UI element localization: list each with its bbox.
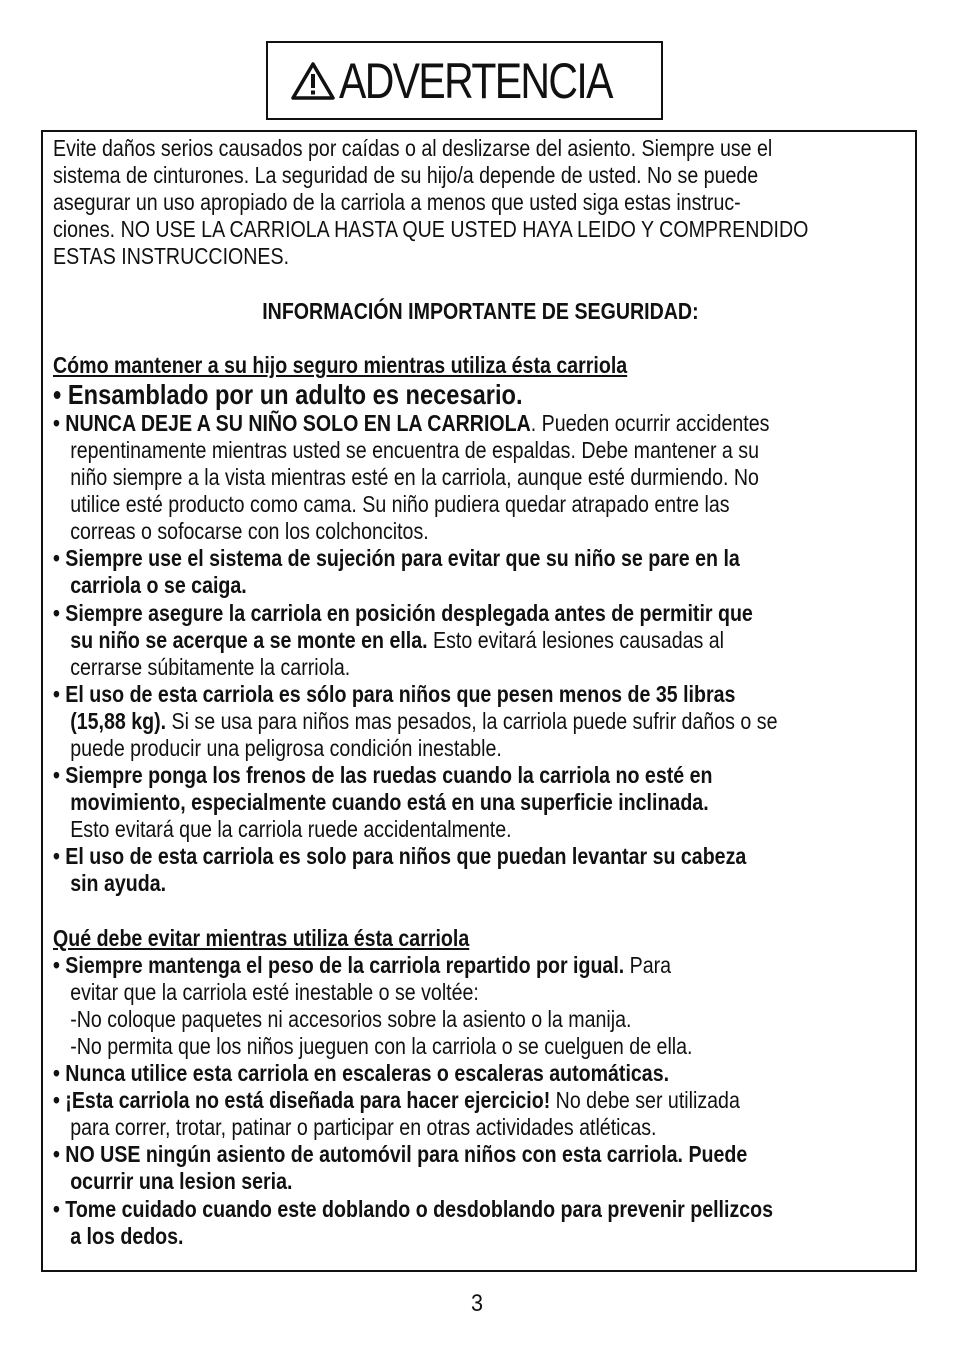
list-item-cont: niño siempre a la vista mientras esté en la carriola, aunque esté durmiendo. No xyxy=(70,464,759,491)
list-item-cont: cerrarse súbitamente la carriola. xyxy=(70,653,351,680)
list-item-cont: (15,88 kg). Si se usa para niños mas pesados, la carriola puede sufrir daños o se xyxy=(70,707,778,734)
list-item: • ¡Esta carriola no está diseñada para hacer ejercicio! No debe ser utilizada xyxy=(53,1087,740,1114)
list-item-cont: -No permita que los niños jueguen con la carriola o se cuelguen de ella. xyxy=(70,1033,693,1059)
list-item-cont: evitar que la carriola esté inestable o se voltée: xyxy=(70,978,479,1005)
list-item: • Tome cuidado cuando este doblando o desdoblando para prevenir pellizcos xyxy=(53,1195,774,1222)
list-item-cont: ocurrir una lesion seria. xyxy=(70,1168,293,1195)
list-item-cont: puede producir una peligrosa condición inestable. xyxy=(70,734,502,761)
assembly-notice: • Ensamblado por un adulto es necesario. xyxy=(53,378,523,410)
list-item: • NO USE ningún asiento de automóvil para niños con esta carriola. Puede xyxy=(53,1141,748,1168)
list-item-cont: correas o sofocarse con los colchoncitos. xyxy=(70,518,429,545)
list-item-cont: sin ayuda. xyxy=(70,870,167,897)
list-item: • El uso de esta carriola es sólo para niños que pesen menos de 35 libras xyxy=(53,680,736,707)
section2-heading: Qué debe evitar mientras utiliza ésta carriola xyxy=(53,924,470,951)
intro-line: ESTAS INSTRUCCIONES. xyxy=(53,243,290,270)
list-item-cont: repentinamente mientras usted se encuentra de espaldas. Debe mantener a su xyxy=(70,436,759,463)
list-item-cont: movimiento, especialmente cuando está en una superficie inclinada. xyxy=(70,789,709,816)
text-column xyxy=(53,135,908,1250)
warning-title: ADVERTENCIA xyxy=(338,52,612,109)
warning-content-box xyxy=(41,130,917,1272)
list-item: • Siempre ponga los frenos de las ruedas cuando la carriola no esté en xyxy=(53,762,713,789)
intro-line: asegurar un uso apropiado de la carriola a menos que usted siga estas instruc- xyxy=(53,189,741,216)
warning-triangle-icon xyxy=(291,61,335,101)
intro-line: Evite daños serios causados por caídas o al deslizarse del asiento. Siempre use el xyxy=(53,135,773,161)
safety-heading: INFORMACIÓN IMPORTANTE DE SEGURIDAD: xyxy=(262,297,699,324)
list-item: • NUNCA DEJE A SU NIÑO SOLO EN LA CARRIOLA. Pueden ocurrir accidentes xyxy=(53,409,770,436)
list-item: • Siempre use el sistema de sujeción para evitar que su niño se pare en la xyxy=(53,545,740,572)
list-item: • Siempre mantenga el peso de la carriola repartido por igual. Para xyxy=(53,951,672,978)
list-item-cont: utilice esté producto como cama. Su niño pudiera quedar atrapado entre las xyxy=(70,491,730,518)
content xyxy=(53,135,908,1250)
list-item-cont: a los dedos. xyxy=(70,1222,184,1249)
list-item: • Nunca utilice esta carriola en escaleras o escaleras automáticas. xyxy=(53,1060,670,1087)
list-item: • El uso de esta carriola es solo para niños que puedan levantar su cabeza xyxy=(53,843,747,870)
intro-line: ciones. NO USE LA CARRIOLA HASTA QUE USTED HAYA LEIDO Y COMPRENDIDO xyxy=(53,216,809,243)
list-item: • Siempre asegure la carriola en posición desplegada antes de permitir que xyxy=(53,599,753,626)
list-item-cont: su niño se acerque a se monte en ella. Esto evitará lesiones causadas al xyxy=(70,626,725,653)
page-number: 3 xyxy=(470,1290,484,1317)
list-item-cont: -No coloque paquetes ni accesorios sobre la asiento o la manija. xyxy=(70,1005,632,1032)
section1-heading: Cómo mantener a su hijo seguro mientras utiliza ésta carriola xyxy=(53,351,628,378)
list-item-cont: Esto evitará que la carriola ruede accidentalmente. xyxy=(70,816,512,843)
warning-header xyxy=(266,41,663,120)
intro-line: sistema de cinturones. La seguridad de su hijo/a depende de usted. No se puede xyxy=(53,162,759,189)
list-item-cont: carriola o se caiga. xyxy=(70,572,247,599)
list-item-cont: para correr, trotar, patinar o participar en otras actividades atléticas. xyxy=(70,1114,657,1141)
